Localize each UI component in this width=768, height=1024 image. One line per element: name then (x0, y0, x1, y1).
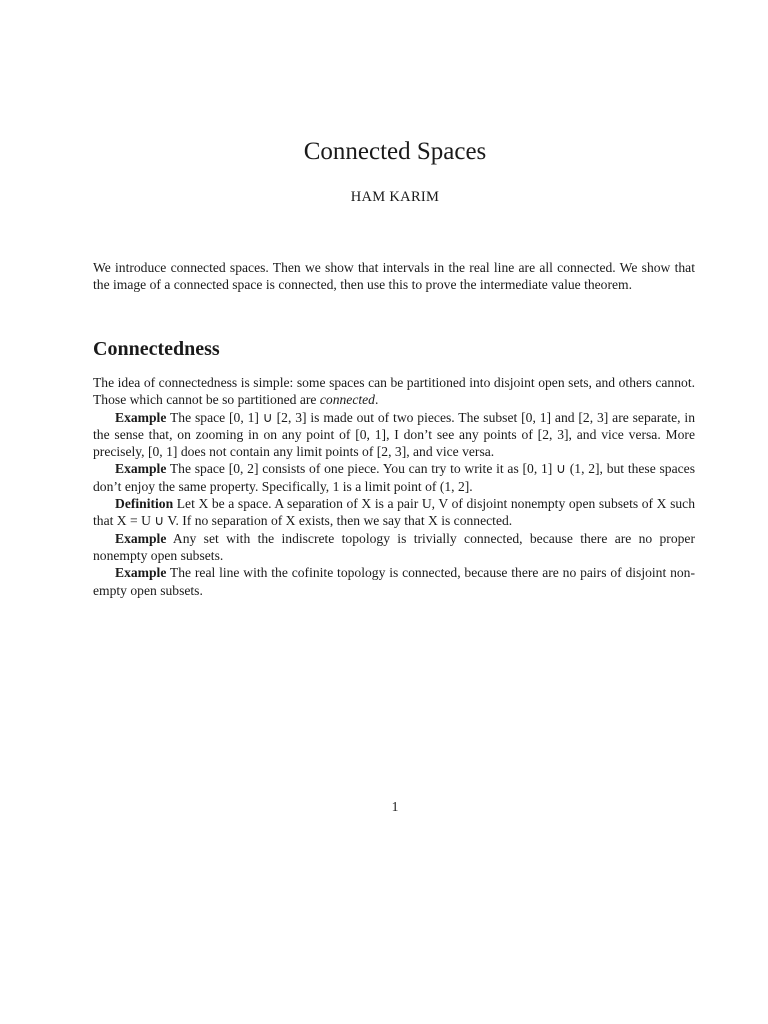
section-body (93, 374, 695, 599)
section-heading: Connectedness (93, 338, 220, 360)
paragraph-example-2 (93, 460, 695, 495)
paragraph-lead: Example (115, 530, 167, 546)
intro-end: . (374, 392, 379, 408)
paragraph-example-4 (93, 564, 695, 599)
paragraph-lead: Example (115, 565, 167, 581)
intro-emphasis: connected (319, 392, 375, 408)
paragraph-lead: Definition (115, 496, 174, 512)
document-author: HAM KARIM (350, 189, 440, 205)
paragraph-text: Any set with the indiscrete topology is trivially connected, because there are no proper nonempty open subsets. (93, 530, 695, 563)
paragraph-definition (93, 495, 695, 530)
document-title: Connected Spaces (303, 138, 487, 165)
paragraph-text: The space [0, 1] ∪ [2, 3] is made out of two pieces. The subset [0, 1] and [2, 3] are separate, in the sense that, on zooming in on any point of [0, 1], I don’t see any points of [2, 3], and vice versa. More precisely, [0, 1] does not contain any limit points of [2, 3], and vice versa. (93, 409, 695, 460)
page-number: 1 (391, 799, 399, 814)
paragraph-example-3 (93, 530, 695, 565)
paragraph-example-1 (93, 409, 695, 461)
paragraph-text: The space [0, 2] consists of one piece. You can try to write it as [0, 1] ∪ (1, 2], but these spaces don’t enjoy the same property. Specifically, 1 is a limit point of (1, 2]. (93, 461, 695, 494)
paragraph-lead: Example (115, 409, 167, 425)
intro-paragraph (93, 374, 695, 409)
intro-text: The idea of connectedness is simple: some spaces can be partitioned into disjoint open sets, and others cannot. Those which cannot be so partitioned are (93, 375, 695, 408)
paragraph-lead: Example (115, 461, 167, 477)
paragraph-text: The real line with the cofinite topology is connected, because there are no pairs of disjoint non-empty open subsets. (93, 565, 695, 598)
paragraph-text: Let X be a space. A separation of X is a pair U, V of disjoint nonempty open subsets of X such that X = U ∪ V. If no separation of X exists, then we say that X is connected. (93, 496, 695, 529)
document-abstract: We introduce connected spaces. Then we show that intervals in the real line are all connected. We show that the image of a connected space is connected, then use this to prove the intermediate value theorem. (93, 260, 695, 293)
